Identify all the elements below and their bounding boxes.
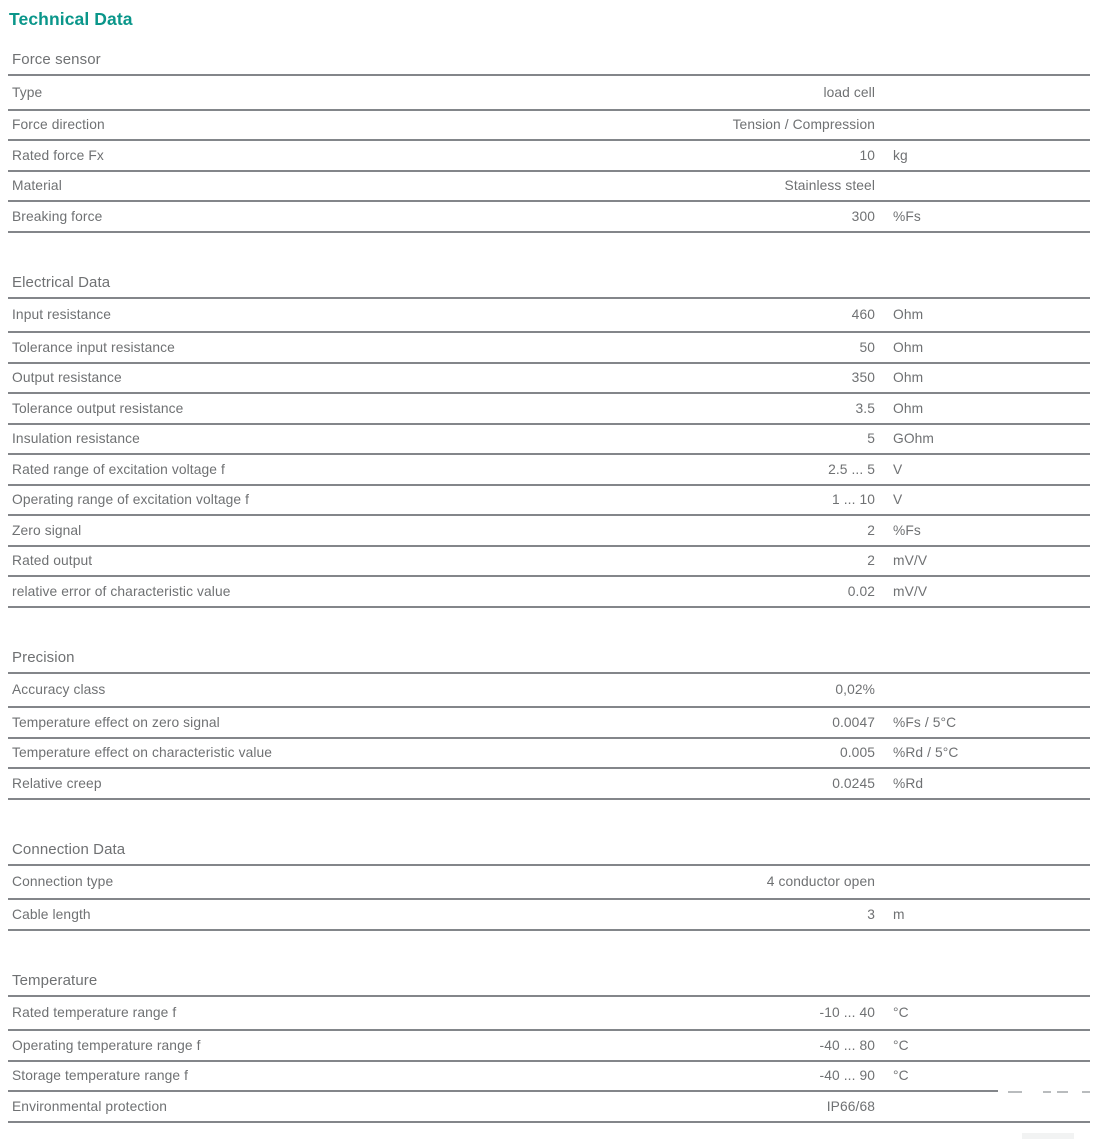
row-label: Rated force Fx (12, 147, 104, 163)
row-label: Type (12, 84, 43, 100)
row-unit: Ohm (893, 339, 924, 355)
table-row (8, 172, 1090, 203)
row-unit: %Fs / 5°C (893, 714, 957, 730)
sections-container (8, 51, 1090, 1123)
row-value: 4 conductor open (766, 874, 875, 890)
page-title: Technical Data (9, 9, 133, 29)
row-value: 350 (851, 370, 875, 386)
row-value: 0.02 (847, 583, 875, 599)
section-title-connection-data: Connection Data (8, 841, 1090, 866)
table-row (8, 364, 1090, 395)
row-label: Insulation resistance (12, 431, 140, 447)
row-value: Stainless steel (784, 178, 875, 194)
row-unit: mV/V (893, 553, 928, 569)
row-unit: V (893, 492, 903, 508)
row-value: 5 (867, 431, 875, 447)
row-value: 460 (851, 307, 875, 323)
row-value: 2 (867, 522, 875, 538)
row-unit: %Rd (893, 775, 924, 791)
table-row (8, 674, 1090, 709)
row-label: Tolerance input resistance (12, 339, 175, 355)
watermark-artifact (1057, 1091, 1068, 1093)
row-unit: Ohm (893, 307, 924, 323)
row-unit: %Rd / 5°C (893, 745, 959, 761)
watermark-artifact (1008, 1091, 1022, 1093)
row-label: Input resistance (12, 307, 111, 323)
section-electrical-data (8, 274, 1090, 608)
section-title-electrical-data: Electrical Data (8, 274, 1090, 299)
row-unit: °C (893, 1005, 909, 1021)
table-row (8, 866, 1090, 901)
section-temperature (8, 972, 1090, 1123)
row-label: Rated output (12, 553, 93, 569)
table-row (8, 547, 1090, 578)
table-row (8, 202, 1090, 233)
watermark-artifact (1082, 1091, 1090, 1093)
row-unit: Ohm (893, 400, 924, 416)
row-unit: °C (893, 1068, 909, 1084)
row-value: load cell (823, 84, 875, 100)
row-label: Rated temperature range f (12, 1005, 177, 1021)
row-label: Environmental protection (12, 1098, 168, 1114)
table-row (8, 486, 1090, 517)
row-unit: °C (893, 1037, 909, 1053)
row-unit: GOhm (893, 431, 935, 447)
table-row (8, 708, 1090, 739)
table-row (8, 455, 1090, 486)
row-label: Operating range of excitation voltage f (12, 492, 250, 508)
section-connection-data (8, 841, 1090, 931)
table-row (8, 769, 1090, 800)
row-value: 50 (859, 339, 875, 355)
row-unit: Ohm (893, 370, 924, 386)
table-row (8, 299, 1090, 334)
section-rows (8, 76, 1090, 233)
row-label: Temperature effect on characteristic value (12, 745, 273, 761)
watermark-artifact (1022, 1133, 1074, 1139)
row-label: Temperature effect on zero signal (12, 714, 220, 730)
row-value: IP66/68 (826, 1098, 875, 1114)
row-unit: %Fs (893, 208, 921, 224)
row-label: Zero signal (12, 522, 82, 538)
row-value: 3.5 (855, 400, 875, 416)
row-label: Relative creep (12, 775, 102, 791)
section-rows (8, 866, 1090, 931)
table-row (8, 141, 1090, 172)
row-value: 3 (867, 906, 875, 922)
row-unit: V (893, 461, 903, 477)
row-label: relative error of characteristic value (12, 583, 231, 599)
table-row (8, 1062, 1090, 1093)
table-row (8, 516, 1090, 547)
section-rows (8, 997, 1090, 1123)
row-label: Force direction (12, 117, 105, 133)
table-row (8, 900, 1090, 931)
section-title-precision: Precision (8, 649, 1090, 674)
row-value: 0.005 (839, 745, 875, 761)
table-row (8, 1092, 1090, 1123)
row-label: Accuracy class (12, 682, 106, 698)
row-unit: m (893, 906, 905, 922)
row-label: Operating temperature range f (12, 1037, 201, 1053)
row-value: -10 ... 40 (819, 1005, 875, 1021)
row-value: 2.5 ... 5 (828, 461, 875, 477)
row-label: Material (12, 178, 62, 194)
table-row (8, 425, 1090, 456)
row-value: 10 (859, 147, 875, 163)
row-value: 0.0245 (832, 775, 875, 791)
row-label: Output resistance (12, 370, 122, 386)
row-value: -40 ... 80 (819, 1037, 875, 1053)
row-label: Tolerance output resistance (12, 400, 184, 416)
section-title-temperature: Temperature (8, 972, 1090, 997)
section-rows (8, 674, 1090, 800)
table-row (8, 76, 1090, 111)
row-label: Rated range of excitation voltage f (12, 461, 225, 477)
section-precision (8, 649, 1090, 800)
table-row (8, 997, 1090, 1032)
row-value: Tension / Compression (732, 117, 875, 133)
table-row (8, 111, 1090, 142)
watermark-artifact (1043, 1091, 1051, 1093)
row-unit: kg (893, 147, 908, 163)
section-title-force-sensor: Force sensor (8, 51, 1090, 76)
table-row (8, 577, 1090, 608)
row-value: 300 (851, 208, 875, 224)
table-row (8, 739, 1090, 770)
row-value: 1 ... 10 (832, 492, 875, 508)
row-label: Breaking force (12, 208, 103, 224)
row-label: Cable length (12, 906, 91, 922)
row-value: 2 (867, 553, 875, 569)
section-rows (8, 299, 1090, 608)
section-force-sensor (8, 51, 1090, 233)
row-unit: %Fs (893, 522, 921, 538)
row-label: Connection type (12, 874, 114, 890)
table-row (8, 333, 1090, 364)
row-value: 0.0047 (832, 714, 875, 730)
table-row (8, 394, 1090, 425)
table-row (8, 1031, 1090, 1062)
row-value: 0,02% (835, 682, 875, 698)
row-label: Storage temperature range f (12, 1068, 189, 1084)
row-value: -40 ... 90 (819, 1068, 875, 1084)
row-unit: mV/V (893, 583, 928, 599)
